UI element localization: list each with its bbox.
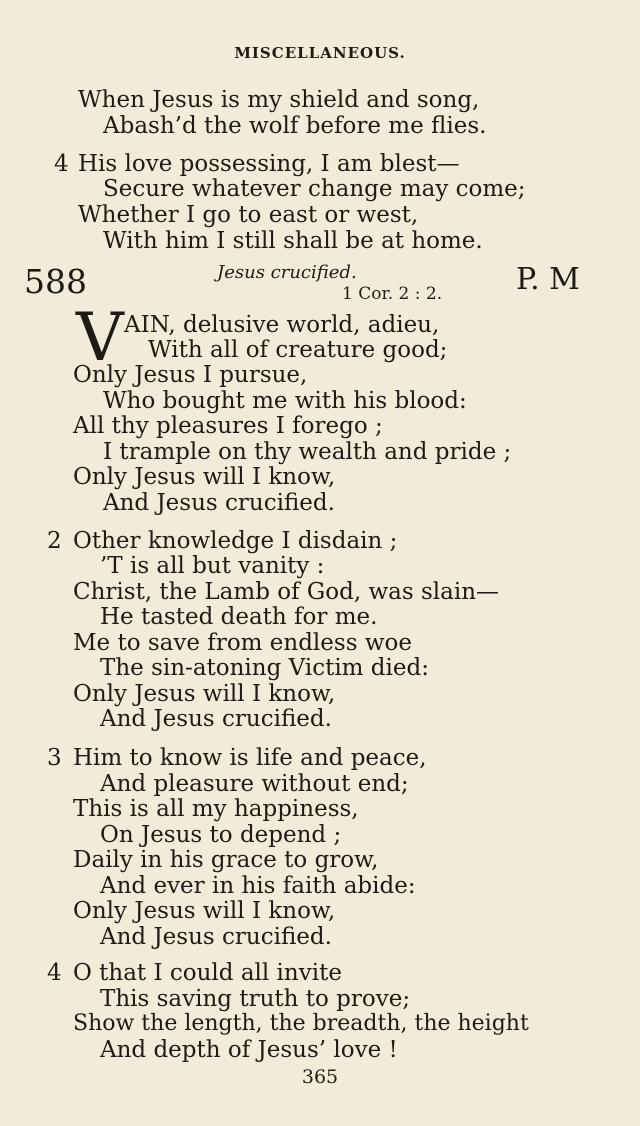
verse-number: 3 <box>47 745 62 771</box>
verse-line: This is all my happiness, <box>73 796 359 822</box>
verse-line: Me to save from endless woe <box>73 630 412 656</box>
verse-line: When Jesus is my shield and song, <box>78 87 480 113</box>
verse-number: 4 <box>47 960 62 986</box>
hymn-title: Jesus crucified. <box>217 262 357 283</box>
hymn-number: 588 <box>24 262 87 301</box>
verse-line: Only Jesus will I know, <box>73 464 336 490</box>
verse-line: And Jesus crucified. <box>100 706 332 732</box>
verse-line: I trample on thy wealth and pride ; <box>103 439 512 465</box>
verse-line: Only Jesus I pursue, <box>73 362 308 388</box>
verse-line: His love possessing, I am blest— <box>78 151 460 177</box>
verse-line: Whether I go to east or west, <box>78 202 419 228</box>
scripture-reference: 1 Cor. 2 : 2. <box>342 284 443 304</box>
verse-line: And depth of Jesus’ love ! <box>100 1037 398 1063</box>
verse-line: The sin-atoning Victim died: <box>100 655 429 681</box>
verse-line: Him to know is life and peace, <box>73 745 427 771</box>
verse-line: With all of creature good; <box>148 337 448 363</box>
verse-line: ’T is all but vanity : <box>100 553 325 579</box>
verse-line: This saving truth to prove; <box>100 986 411 1012</box>
verse-line: And Jesus crucified. <box>103 490 335 516</box>
verse-line: O that I could all invite <box>73 960 342 986</box>
verse-number: 4 <box>54 151 69 177</box>
verse-line: And Jesus crucified. <box>100 924 332 950</box>
drop-cap: V <box>76 299 124 376</box>
verse-line: AIN, delusive world, adieu, <box>124 312 440 338</box>
verse-line: Who bought me with his blood: <box>103 388 467 414</box>
verse-number: 2 <box>47 528 62 554</box>
verse-line: Only Jesus will I know, <box>73 681 336 707</box>
hymn-meter: P. M <box>516 262 580 297</box>
verse-line: All thy pleasures I forego ; <box>73 413 383 439</box>
page-header: MISCELLANEOUS. <box>234 44 406 62</box>
verse-line: With him I still shall be at home. <box>103 228 483 254</box>
verse-line: He tasted death for me. <box>100 604 378 630</box>
verse-line: And ever in his faith abide: <box>100 873 416 899</box>
verse-line: Only Jesus will I know, <box>73 898 336 924</box>
verse-line: Secure whatever change may come; <box>103 176 526 202</box>
verse-line: Other knowledge I disdain ; <box>73 528 398 554</box>
verse-line: Show the length, the breadth, the height <box>73 1011 529 1036</box>
verse-line: And pleasure without end; <box>100 771 409 797</box>
verse-line: On Jesus to depend ; <box>100 822 342 848</box>
verse-line: Daily in his grace to grow, <box>73 847 379 873</box>
verse-line: Christ, the Lamb of God, was slain— <box>73 579 500 605</box>
verse-line: Abash’d the wolf before me flies. <box>103 113 487 139</box>
page-number: 365 <box>301 1066 339 1088</box>
